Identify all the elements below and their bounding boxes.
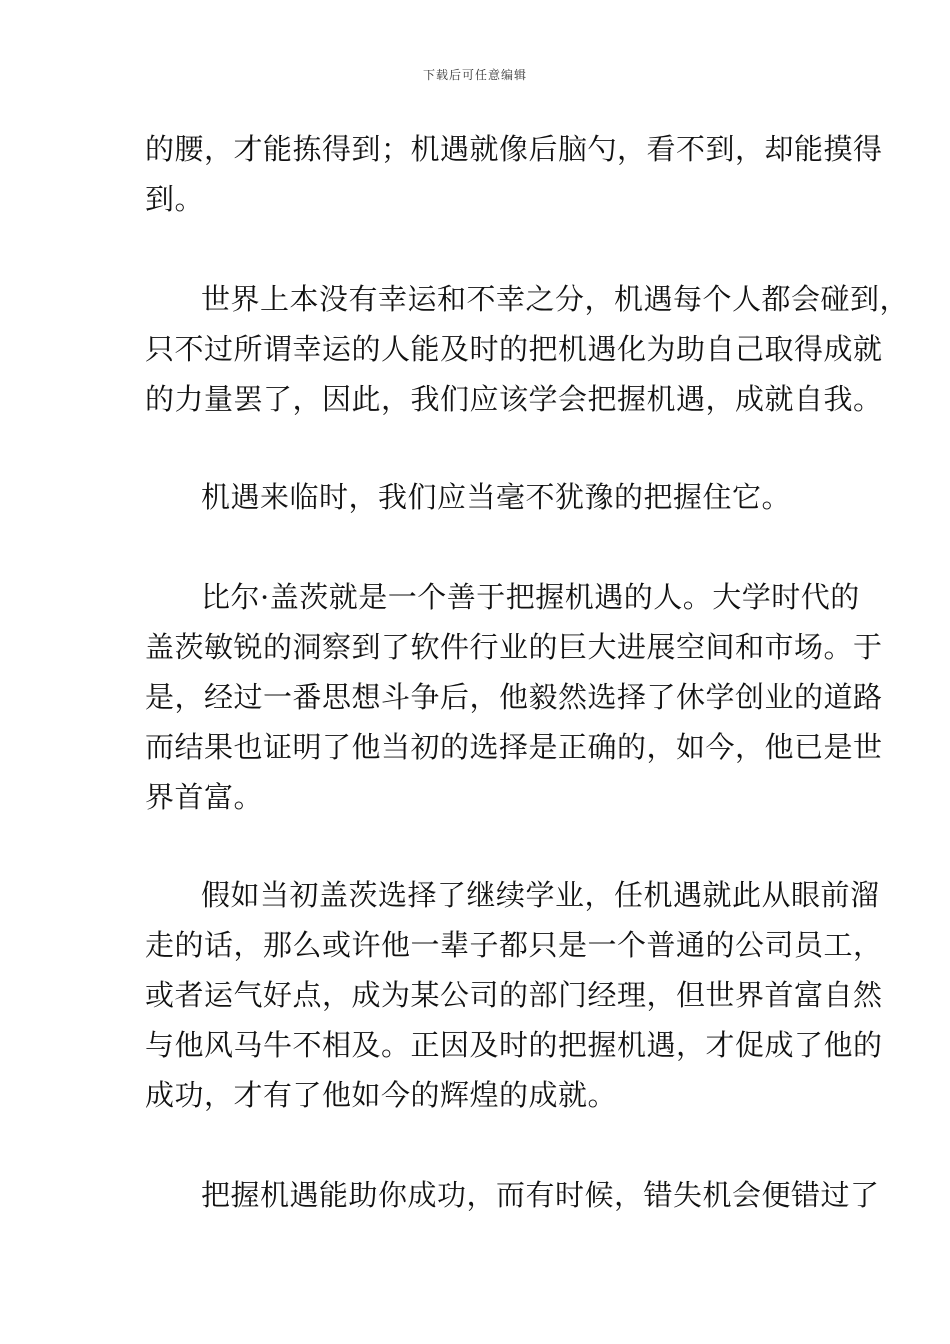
- paragraph-line: 的腰，才能拣得到；机遇就像后脑勺，看不到，却能摸得: [145, 132, 883, 166]
- paragraph-line: 走的话，那么或许他一辈子都只是一个普通的公司员工，: [145, 928, 883, 962]
- paragraph-6: [145, 1170, 880, 1220]
- paragraph-line: 盖茨敏锐的洞察到了软件行业的巨大进展空间和市场。于: [145, 630, 883, 664]
- paragraph-line: 是，经过一番思想斗争后，他毅然选择了休学创业的道路: [145, 680, 883, 714]
- paragraph-line: 或者运气好点，成为某公司的部门经理，但世界首富自然: [145, 978, 883, 1012]
- paragraph-line: 机遇来临时，我们应当毫不犹豫的把握住它。: [201, 480, 792, 514]
- paragraph-line: 世界上本没有幸运和不幸之分，机遇每个人都会碰到，: [201, 282, 910, 316]
- page-header-note: 下载后可任意编辑: [422, 68, 527, 82]
- paragraph-line: 成功，才有了他如今的辉煌的成就。: [145, 1078, 618, 1112]
- paragraph-line: 把握机遇能助你成功，而有时候，错失机会便错过了: [201, 1178, 880, 1212]
- paragraph-line: 界首富。: [145, 780, 264, 814]
- paragraph-line: 而结果也证明了他当初的选择是正确的，如今，他已是世: [145, 730, 883, 764]
- paragraph-5: [145, 870, 883, 1120]
- paragraph-1: [145, 124, 883, 224]
- paragraph-line: 假如当初盖茨选择了继续学业，任机遇就此从眼前溜: [201, 878, 880, 912]
- paragraph-3: [145, 472, 809, 522]
- paragraph-4: [145, 572, 883, 822]
- paragraph-line: 的力量罢了，因此，我们应该学会把握机遇，成就自我。: [145, 382, 883, 416]
- paragraph-line: 比尔·盖茨就是一个善于把握机遇的人。大学时代的: [201, 580, 860, 614]
- paragraph-2: [145, 274, 910, 424]
- paragraph-line: 与他风马牛不相及。正因及时的把握机遇，才促成了他的: [145, 1028, 883, 1062]
- paragraph-line: 到。: [145, 182, 205, 216]
- paragraph-line: 只不过所谓幸运的人能及时的把机遇化为助自己取得成就: [145, 332, 883, 366]
